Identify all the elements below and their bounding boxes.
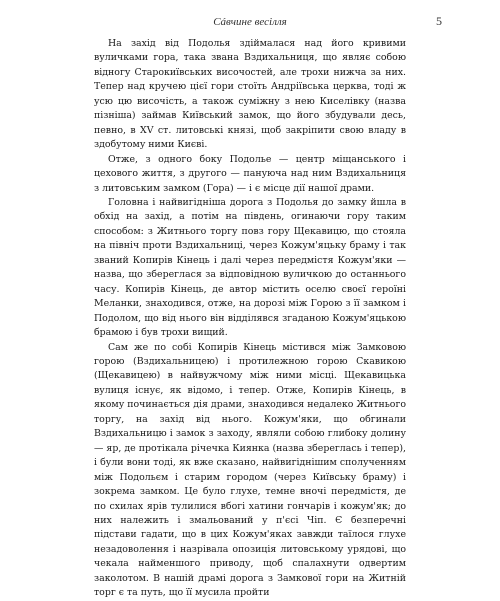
paragraph: Отже, з одного боку Подолье — центр міщанського і цехового життя, з другого — пануюча над ним Вздихальниця з литовським замком (Гора) — і є місце дії нашої драми. — [94, 153, 406, 194]
paragraph: Головна і найвигідніша дорога з Подолья до замку йшла в обхід на захід, а потім на південь, огинаючи гору таким способом: з Житнього торгу повз гору Щекавицю, що стояла на північ проти Вздихальниці, через Кожум'яцьку браму і так званий Копирів Кінець і далі через передмістя Кожум'яки — назва, що збереглася за відповідною вуличкою до останнього часу. Копирів Кінець, де автор містить оселю своєї героїні Меланки, знаходився, отже, на дорозі між Горою з її замком і Подолом, що від нього він відділявся згаданою Кожум'яцькою брамою і був трохи вищий. — [94, 196, 406, 339]
page-number: 5 — [436, 14, 442, 28]
paragraph: На захід від Подолья здіймалася над його кривими вуличками гора, така звана Вздихальниця, що являє собою відногу Старокиївських височостей, але трохи нижча за них. Тепер над кручею цієї гори стоїть Андріївська церква, тоді ж усю цю височість, а також суміжну з нею Киселівку (назва пізніша) займав Київський замок, що його збудували десь, певно, в XV ст. литовські князі, щоб закріпити свою владу в здобутому ними Києві. — [94, 38, 406, 151]
paragraph: Сам же по собі Копирів Кінець містився між Замковою горою (Вздихальницею) і протилежною горою Скавикою (Щекавицею) в найвужчому між ними місці. Щекавицька вулиця існує, як відомо, і тепер. Отже, Копирів Кінець, в якому починається дія драми, знаходився недалеко Житнього торгу, на захід від нього. Кожум'яки, що обгинали Вздихальницю і замок з заходу, являли собою глибоку долину — яр, де протікала річечка Киянка (назва збереглась і тепер), і були вони тоді, як вже сказано, найвигіднішим сполученням між Подольєм і старим городом (через Київську браму) і зокрема замком. Це було глухе, темне вночі передмістя, де по схилах ярів тулилися вбогі хатини гончарів і кожум'як; до них належить і змальований у п'єсі Чіп. Є безперечні підстави гадати, що в цих Кожум'яках завжди таїлося глухе незадоволення і назрівала опозиція литовському урядові, що чекала найменшого приводу, щоб спалахнути одвертим заколотом. В нашій драмі дорога з Замкової гори на Житній торг є та путь, що її мусила пройти — [94, 341, 406, 599]
running-title: Сáвчине весілля — [213, 16, 287, 28]
body-text — [94, 37, 406, 601]
